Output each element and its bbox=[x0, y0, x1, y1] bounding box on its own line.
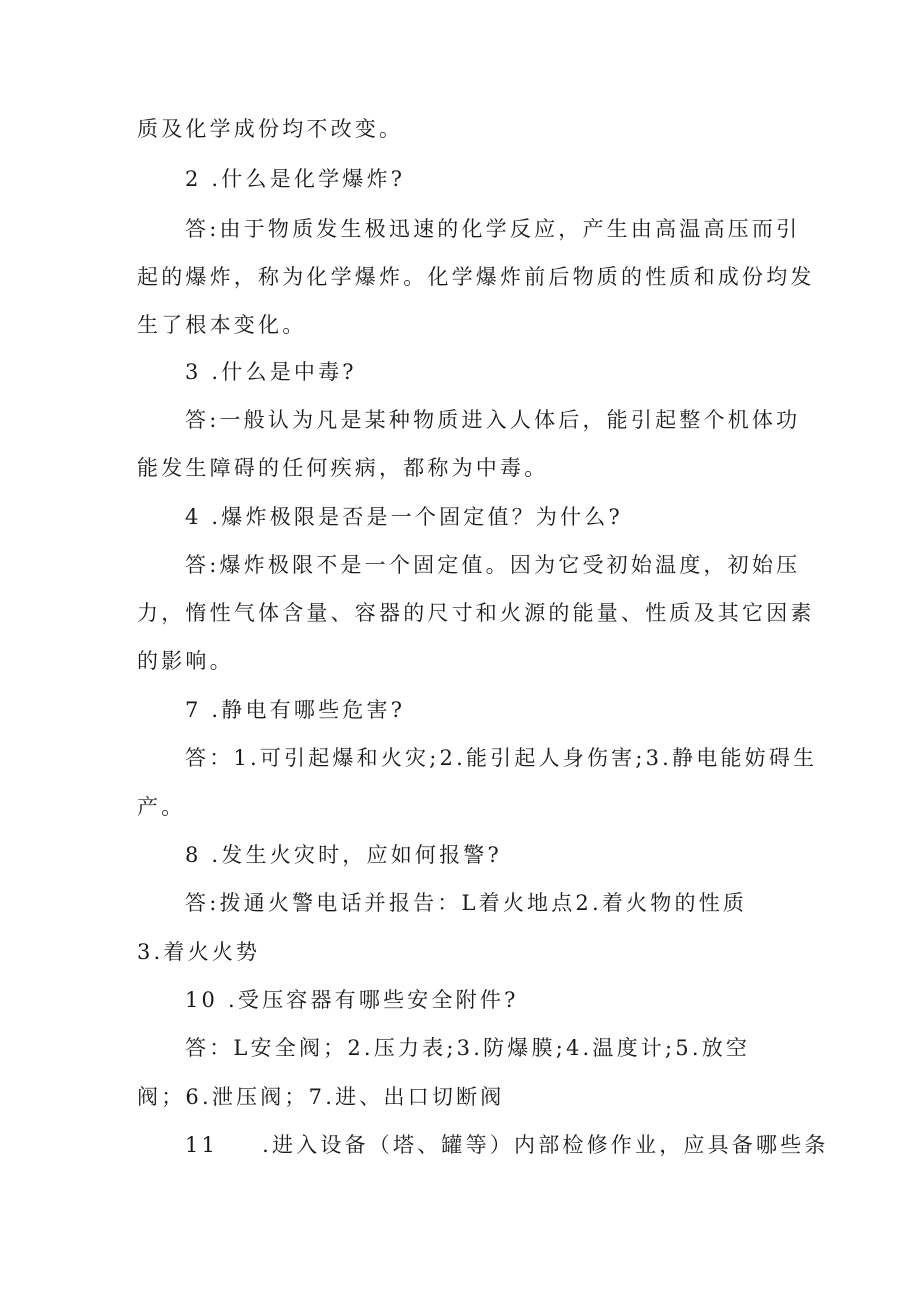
answer-2-line-2: 起的爆炸，称为化学爆炸。化学爆炸前后物质的性质和成份均发 bbox=[137, 265, 815, 289]
answer-2-line-3: 生了根本变化。 bbox=[137, 313, 307, 337]
question-11-text: .进入设备（塔、罐等）内部检修作业，应具备哪些条 bbox=[262, 1133, 829, 1157]
question-8-title: 8 .发生火灾时，应如何报警? bbox=[185, 843, 502, 867]
question-4-title: 4 .爆炸极限是否是一个固定值？为什么? bbox=[185, 505, 623, 529]
answer-7-line-2: 产。 bbox=[137, 795, 186, 819]
question-3-title: 3 .什么是中毒? bbox=[185, 360, 357, 384]
question-10-title: 10 .受压容器有哪些安全附件? bbox=[185, 988, 519, 1012]
answer-4-line-1: 答:爆炸极限不是一个固定值。因为它受初始温度，初始压 bbox=[185, 553, 801, 577]
question-11-title bbox=[185, 1130, 829, 1160]
paragraph-continuation: 质及化学成份均不改变。 bbox=[137, 117, 404, 141]
answer-8-line-2: 3.着火火势 bbox=[137, 940, 261, 964]
answer-8-line-1: 答:拨通火警电话并报告：L着火地点2.着火物的性质 bbox=[185, 891, 748, 915]
question-11-number: 11 bbox=[185, 1133, 219, 1157]
answer-3-line-1: 答:一般认为凡是某种物质进入人体后，能引起整个机体功 bbox=[185, 408, 801, 432]
answer-10-line-1: 答：L安全阀；2.压力表;3.防爆膜;4.温度计;5.放空 bbox=[185, 1036, 751, 1060]
question-7-title: 7 .静电有哪些危害? bbox=[185, 698, 406, 722]
answer-2-line-1: 答:由于物质发生极迅速的化学反应，产生由高温高压而引 bbox=[185, 217, 801, 241]
answer-4-line-3: 的影响。 bbox=[137, 649, 234, 673]
answer-4-line-2: 力，惰性气体含量、容器的尺寸和火源的能量、性质及其它因素 bbox=[137, 601, 815, 625]
question-2-title: 2 .什么是化学爆炸? bbox=[185, 167, 406, 191]
answer-7-line-1: 答：1.可引起爆和火灾;2.能引起人身伤害;3.静电能妨碍生 bbox=[185, 746, 818, 770]
answer-10-line-2: 阀；6.泄压阀；7.进、出口切断阀 bbox=[137, 1085, 505, 1109]
answer-3-line-2: 能发生障碍的任何疾病，都称为中毒。 bbox=[137, 456, 549, 480]
